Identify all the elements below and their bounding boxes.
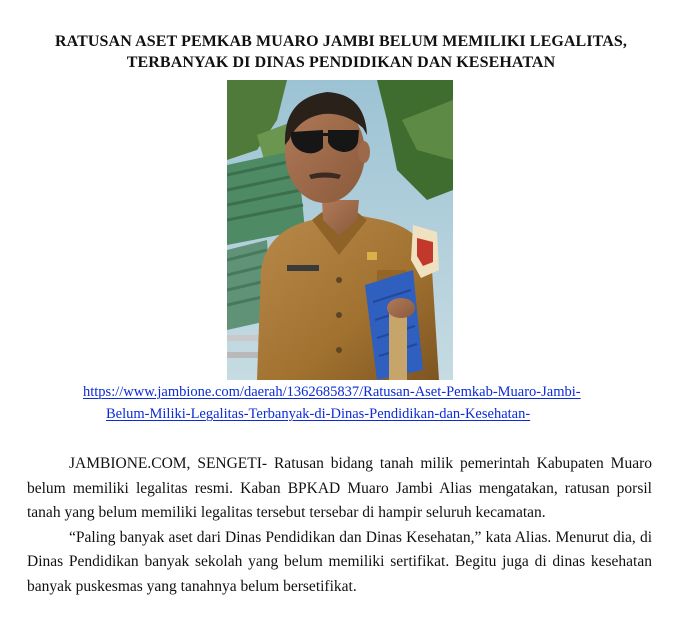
source-link-line-1[interactable]: https://www.jambione.com/daerah/1362685837/Ratusan-Aset-Pemkab-Muaro-Jambi- [83,384,581,400]
photo-illustration [227,80,453,380]
article-title [0,31,682,73]
source-link-line-2[interactable]: Belum-Miliki-Legalitas-Terbanyak-di-Dinas-Pendidikan-dan-Kesehatan- [106,406,531,422]
article-body [27,452,652,599]
paragraph-2: “Paling banyak aset dari Dinas Pendidikan dan Dinas Kesehatan,” kata Alias. Menurut dia, di Dinas Pendidikan banyak sekolah yang belum memiliki sertifikat. Begitu juga di dinas kesehatan banyak puskesmas yang tanahnya belum bersetifikat. [27,528,652,595]
paragraph-1: JAMBIONE.COM, SENGETI- Ratusan bidang tanah milik pemerintah Kabupaten Muaro belum memiliki legalitas resmi. Kaban BPKAD Muaro Jambi Alias mengatakan, ratusan porsil tanah yang belum memiliki legalitas tersebut tersebar di hampir seluruh kecamatan. [27,455,652,521]
article-title-line-1: RATUSAN ASET PEMKAB MUARO JAMBI BELUM MEMILIKI LEGALITAS, [55,33,627,50]
article-photo [227,80,453,380]
article-title-line-2: TERBANYAK DI DINAS PENDIDIKAN DAN KESEHATAN [126,54,556,71]
